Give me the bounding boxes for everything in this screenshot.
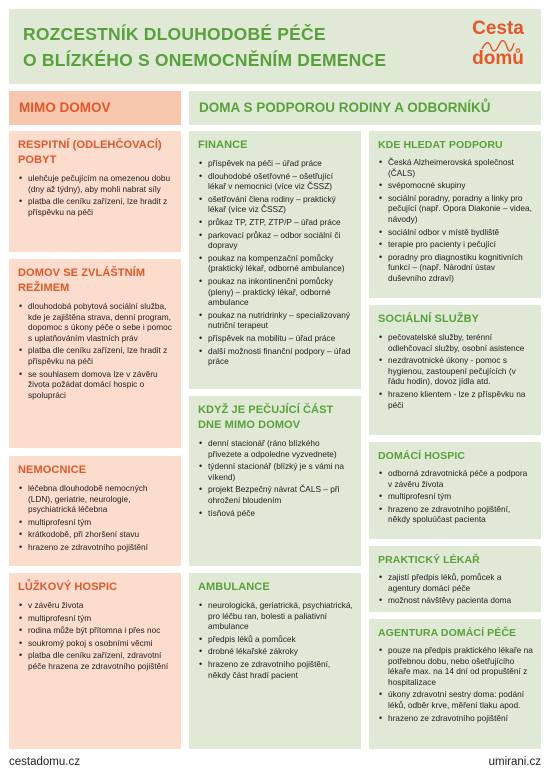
list-item: • pečovatelské služby, terénní odlehčovací služby, osobní asistence: [378, 332, 533, 353]
list-item: • hrazeno ze zdravotního pojištění: [18, 542, 173, 553]
box-title: AGENTURA DOMÁCÍ PÉČE: [378, 627, 517, 639]
list-item: • další možnosti finanční podpory – úřad práce: [198, 346, 353, 367]
list-item: • soukromý pokoj s osobními věcmi: [18, 638, 173, 649]
box-finance: [189, 131, 361, 389]
box-ambulance: [189, 573, 361, 749]
box-title: DOMOV SE ZVLÁŠTNÍM REŽIMEM: [18, 267, 146, 294]
list-item: • hrazeno klientem - lze z příspěvku na péči: [378, 389, 533, 410]
box-home-hospice: [369, 442, 541, 539]
list-item: • tísňová péče: [198, 508, 353, 519]
cesta-domu-logo: [463, 19, 533, 77]
box-title: FINANCE: [198, 139, 248, 151]
list-item: • drobné lékařské zákroky: [198, 646, 353, 657]
list-item: • poukaz na kompenzační pomůcky (praktický lékař, odborné ambulance): [198, 253, 353, 274]
box-social-services: [369, 305, 541, 435]
box-general-practitioner: [369, 546, 541, 612]
list-item: • projekt Bezpečný návrat ČALS – při ohrožení bloudením: [198, 484, 353, 505]
list-item: • pouze na předpis praktického lékaře na potřebnou dobu, nebo ošetřujícího lékaře max. na 14 dní od propuštění z hospitalizace: [378, 645, 533, 687]
box-title: NEMOCNICE: [18, 464, 87, 476]
list-item: • dlouhodobé ošetřovné – ošetřující lékař v nemocnici (více viz ČSSZ): [198, 171, 353, 192]
list-item: • v závěru života: [18, 600, 173, 611]
list-item: • rodina může být přítomna i přes noc: [18, 625, 173, 636]
box-where-to-find-support: [369, 131, 541, 298]
box-caregiver-away: [189, 396, 361, 566]
list-item: • úkony zdravotní sestry doma: podání léků, odběr krve, měření tlaku apod.: [378, 689, 533, 710]
list-item: • multiprofesní tým: [18, 517, 173, 528]
list-item: • ošetřování člena rodiny – praktický lékař (více viz ČSSZ): [198, 194, 353, 215]
list-item: • zajistí předpis léků, pomůcek a agentury domácí péče: [378, 572, 533, 593]
list-item: • léčebna dlouhodobě nemocných (LDN), geriatrie, neurologie, psychiatrická léčebna: [18, 483, 173, 515]
list-item: • nezdravotnické úkony - pomoc s hygienou, zastoupení pečujících (v řádu hodin), dovoz jídla atd.: [378, 355, 533, 387]
list-item: • poukaz na nutridrinky – specializovaný nutriční terapeut: [198, 310, 353, 331]
box-title: KDE HLEDAT PODPORU: [378, 139, 503, 151]
list-item: • sociální odbor v místě bydliště: [378, 227, 533, 238]
list-item: • krátkodobě, při zhoršení stavu: [18, 529, 173, 540]
box-title: DOMÁCÍ HOSPIC: [378, 450, 466, 462]
list-item: • denní stacionář (ráno blízkého přivezete a odpoledne vyzvednete): [198, 438, 353, 459]
box-title: KDYŽ JE PEČUJÍCÍ ČÁST DNE MIMO DOMOV: [198, 404, 334, 431]
box-special-regime-home: [9, 259, 181, 448]
box-inpatient-hospice: [9, 573, 181, 749]
box-title: RESPITNÍ (ODLEHČOVACÍ) POBYT: [18, 139, 162, 166]
page-title-line-2: O BLÍZKÉHO S ONEMOCNĚNÍM DEMENCE: [23, 50, 387, 70]
logo-line-1: Cesta: [472, 18, 524, 39]
list-item: • příspěvek na mobilitu – úřad práce: [198, 333, 353, 344]
list-item: • neurologická, geriatrická, psychiatrická, pro léčbu ran, bolesti a paliativní ambulance: [198, 600, 353, 632]
footer-link-cestadomu[interactable]: cestadomu.cz: [9, 756, 80, 768]
box-hospital: [9, 456, 181, 566]
box-title: AMBULANCE: [198, 581, 270, 593]
box-respite-stay: [9, 131, 181, 252]
header-banner: [9, 9, 541, 84]
list-item: • možnost návštěvy pacienta doma: [378, 595, 533, 606]
logo-path-icon: [481, 39, 515, 53]
list-item: • multiprofesní tým: [18, 613, 173, 624]
list-item: • parkovací průkaz – odbor sociální či dopravy: [198, 230, 353, 251]
list-item: • průkaz TP, ZTP, ZTP/P – úřad práce: [198, 217, 353, 228]
box-title: SOCIÁLNÍ SLUŽBY: [378, 313, 480, 325]
list-item: • příspěvek na péči – úřad práce: [198, 158, 353, 169]
box-title: LŮŽKOVÝ HOSPIC: [18, 581, 118, 593]
list-item: • poukaz na inkontinenční pomůcky (pleny) – praktický lékař, odborné ambulance: [198, 276, 353, 308]
logo-line-2: domů: [472, 48, 524, 69]
list-item: • předpis léků a pomůcek: [198, 634, 353, 645]
list-item: • multiprofesní tým: [378, 491, 533, 502]
page-title-line-1: ROZCESTNÍK DLOUHODOBÉ PÉČE: [23, 24, 326, 44]
list-item: • hrazeno ze zdravotního pojištění, někdy spoluúčast pacienta: [378, 504, 533, 525]
box-title: PRAKTICKÝ LÉKAŘ: [378, 554, 480, 566]
list-item: • platba dle ceníku zařízení, lze hradit z příspěvku na péči: [18, 345, 173, 366]
column-heading-at-home: DOMA S PODPOROU RODINY A ODBORNÍKŮ: [189, 91, 541, 125]
list-item: • sociální poradny, poradny a linky pro pečující (např. Opora Diakonie – videa, návody): [378, 193, 533, 225]
list-item: • ulehčuje pečujícím na omezenou dobu (dny až týdny), aby mohli nabrat síly: [18, 173, 173, 194]
list-item: • týdenní stacionář (blízký je s vámi na víkend): [198, 461, 353, 482]
list-item: • se souhlasem domova lze v závěru života požádat domácí hospic o spolupráci: [18, 369, 173, 401]
list-item: • odborná zdravotnická péče a podpora v závěru života: [378, 468, 533, 489]
list-item: • dlouhodobá pobytová sociální služba, kde je zajištěna strava, denní program, dopomoc s úkony péče o sebe i pomoc s uplatňováním vlastních práv: [18, 301, 173, 343]
box-home-care-agency: [369, 619, 541, 749]
list-item: • platba dle ceníku zařízení, lze hradit z příspěvku na péči: [18, 196, 173, 217]
list-item: • poradny pro diagnostiku kognitivních funkcí – (např. Národní ústav duševního zdraví): [378, 252, 533, 284]
list-item: • terapie pro pacienty i pečující: [378, 239, 533, 250]
list-item: • platba dle ceníku zařízení, zdravotní péče hrazena ze zdravotního pojištění: [18, 650, 173, 671]
list-item: • svépomocné skupiny: [378, 180, 533, 191]
column-heading-outside-home: MIMO DOMOV: [9, 91, 181, 125]
list-item: • hrazeno ze zdravotního pojištění, někdy část hradí pacient: [198, 659, 353, 680]
list-item: • Česká Alzheimerovská společnost (ČALS): [378, 157, 533, 178]
page-title: [23, 21, 463, 73]
footer-link-umirani[interactable]: umirani.cz: [488, 756, 541, 768]
list-item: • hrazeno ze zdravotního pojištění: [378, 713, 533, 724]
